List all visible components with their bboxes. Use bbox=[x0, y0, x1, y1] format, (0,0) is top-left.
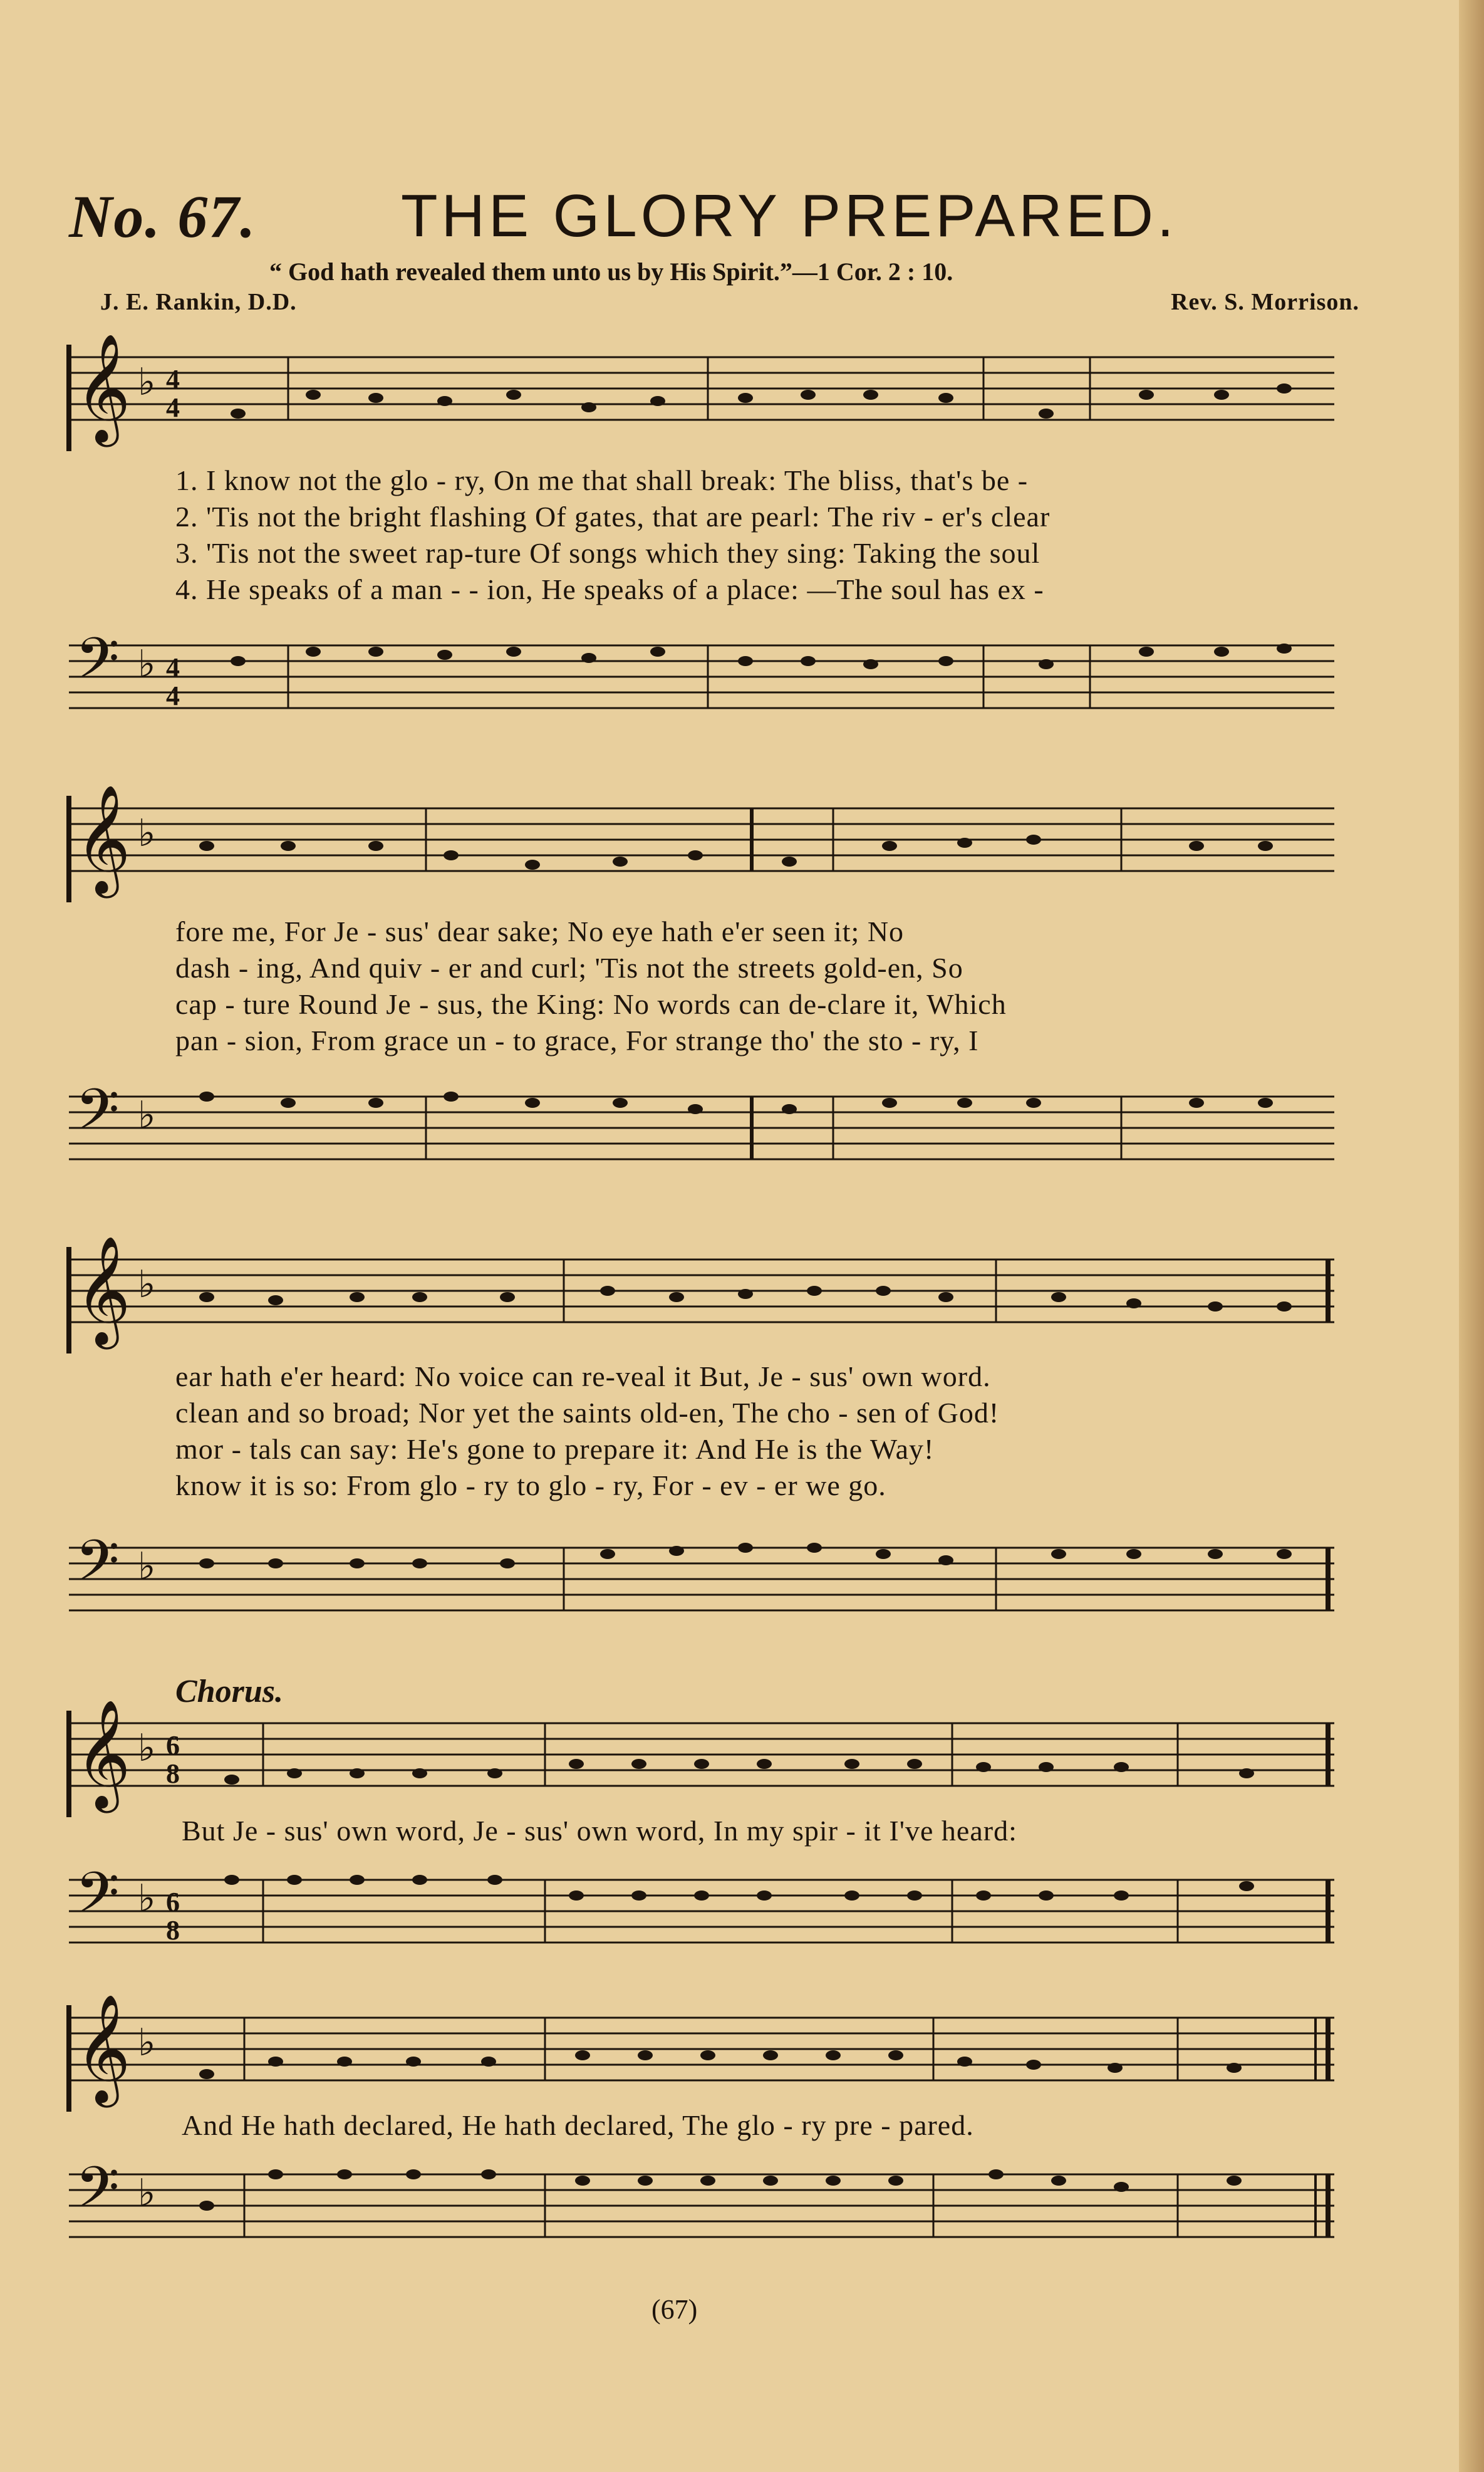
svg-text:𝄢: 𝄢 bbox=[75, 1530, 120, 1607]
verse-4-line: 4. He speaks of a man - - ion, He speaks of a place: —The soul has ex - bbox=[175, 573, 1044, 605]
svg-text:4: 4 bbox=[166, 681, 180, 711]
svg-text:♭: ♭ bbox=[138, 2172, 156, 2214]
svg-text:♭: ♭ bbox=[138, 1546, 156, 1587]
svg-text:♭: ♭ bbox=[138, 1728, 156, 1769]
verse-2-line: dash - ing, And quiv - er and curl; 'Tis not the streets gold-en, So bbox=[175, 952, 963, 984]
page-number: (67) bbox=[651, 2294, 698, 2325]
bass-staff-3 bbox=[56, 1516, 1334, 1642]
verse-1-line: fore me, For Je - sus' dear sake; No eye hath e'er seen it; No bbox=[175, 915, 905, 947]
chorus-line-2: And He hath declared, He hath declared, The glo - ry pre - pared. bbox=[182, 2109, 974, 2141]
author: J. E. Rankin, D.D. bbox=[100, 289, 297, 315]
treble-staff-1 bbox=[56, 326, 1334, 451]
verse-3-line: 3. 'Tis not the sweet rap-ture Of songs which they sing: Taking the soul bbox=[175, 537, 1040, 569]
chorus-label: Chorus. bbox=[175, 1674, 283, 1709]
verse-4-line: pan - sion, From grace un - to grace, For strange tho' the sto - ry, I bbox=[175, 1025, 979, 1056]
svg-text:𝄢: 𝄢 bbox=[75, 1862, 120, 1939]
page-edge bbox=[1459, 0, 1484, 2472]
svg-text:𝄞: 𝄞 bbox=[75, 788, 131, 892]
svg-text:♭: ♭ bbox=[138, 1264, 156, 1305]
chorus-treble-staff-1 bbox=[56, 1692, 1334, 1817]
epigraph: “ God hath revealed them unto us by His Spirit.”—1 Cor. 2 : 10. bbox=[269, 258, 953, 286]
svg-text:8: 8 bbox=[166, 1758, 180, 1789]
chorus-treble-staff-2 bbox=[56, 1986, 1334, 2112]
svg-text:♭: ♭ bbox=[138, 2022, 156, 2063]
svg-text:♭: ♭ bbox=[138, 1878, 156, 1919]
hymn-title: THE GLORY PREPARED. bbox=[401, 182, 1178, 249]
svg-text:𝄞: 𝄞 bbox=[75, 1703, 131, 1807]
svg-text:♭: ♭ bbox=[138, 1095, 156, 1136]
svg-text:𝄢: 𝄢 bbox=[75, 1079, 120, 1155]
verse-3-line: mor - tals can say: He's gone to prepare it: And He is the Way! bbox=[175, 1433, 935, 1465]
svg-text:𝄞: 𝄞 bbox=[75, 1239, 131, 1343]
verse-3-line: cap - ture Round Je - sus, the King: No words can de-clare it, Which bbox=[175, 988, 1007, 1020]
svg-text:8: 8 bbox=[166, 1915, 180, 1946]
verse-1-line: ear hath e'er heard: No voice can re-veal it But, Je - sus' own word. bbox=[175, 1360, 991, 1392]
verse-2-line: clean and so broad; Nor yet the saints old-en, The cho - sen of God! bbox=[175, 1397, 1000, 1429]
svg-text:4: 4 bbox=[166, 652, 180, 683]
bass-staff-1 bbox=[56, 614, 1334, 739]
verse-2-line: 2. 'Tis not the bright flashing Of gates, that are pearl: The riv - er's clear bbox=[175, 501, 1051, 533]
hymn-number: No. 67. bbox=[69, 183, 257, 250]
svg-text:𝄞: 𝄞 bbox=[75, 336, 131, 441]
chorus-bass-staff-1 bbox=[56, 1849, 1334, 1974]
svg-text:♭: ♭ bbox=[138, 644, 156, 685]
svg-text:4: 4 bbox=[166, 392, 180, 423]
treble-staff-3 bbox=[56, 1228, 1334, 1353]
composer: Rev. S. Morrison. bbox=[1171, 289, 1359, 315]
svg-text:𝄢: 𝄢 bbox=[75, 628, 120, 704]
treble-staff-2 bbox=[56, 777, 1334, 902]
verse-4-line: know it is so: From glo - ry to glo - ry, For - ev - er we go. bbox=[175, 1469, 886, 1501]
svg-text:6: 6 bbox=[166, 1887, 180, 1917]
svg-text:4: 4 bbox=[166, 364, 180, 395]
chorus-bass-staff-2 bbox=[56, 2143, 1334, 2268]
bass-staff-2 bbox=[56, 1065, 1334, 1191]
chorus-line-1: But Je - sus' own word, Je - sus' own word, In my spir - it I've heard: bbox=[182, 1815, 1017, 1847]
svg-text:6: 6 bbox=[166, 1730, 180, 1761]
svg-text:♭: ♭ bbox=[138, 362, 156, 403]
verse-1-line: 1. I know not the glo - ry, On me that shall break: The bliss, that's be - bbox=[175, 464, 1029, 496]
svg-text:𝄢: 𝄢 bbox=[75, 2157, 120, 2233]
svg-text:♭: ♭ bbox=[138, 813, 156, 854]
svg-text:𝄞: 𝄞 bbox=[75, 1997, 131, 2101]
